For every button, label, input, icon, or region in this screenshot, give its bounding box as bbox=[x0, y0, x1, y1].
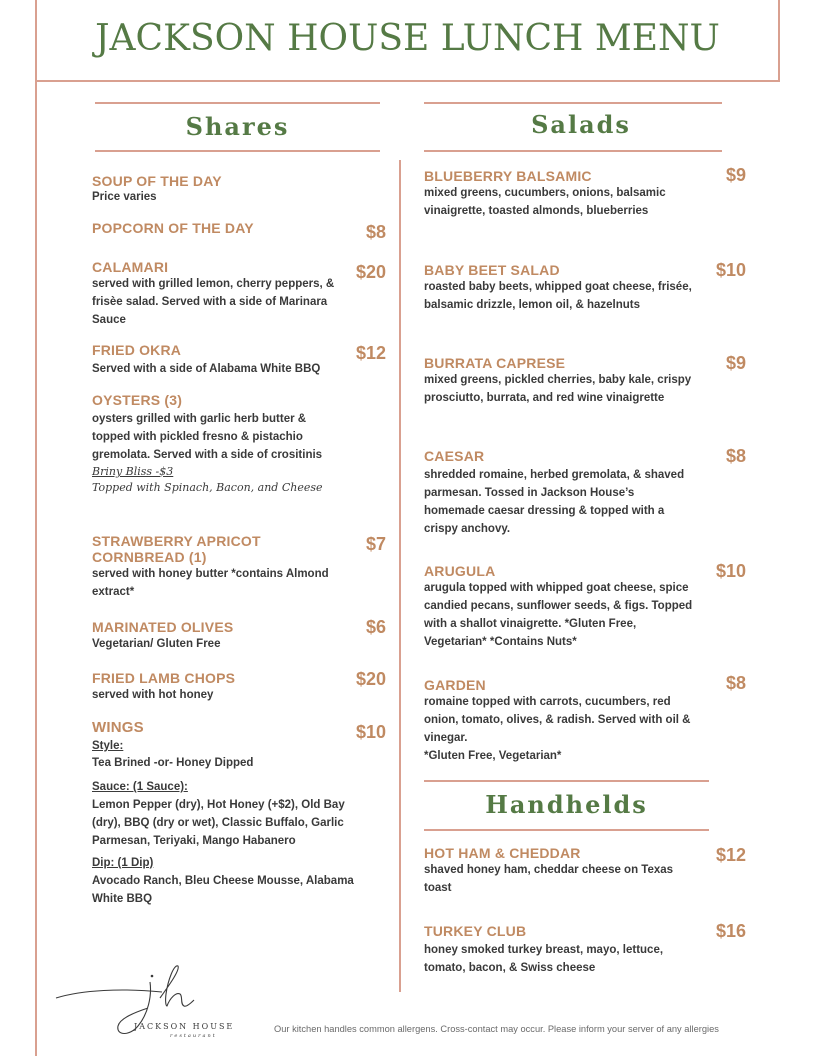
menu-item-beet bbox=[424, 262, 694, 314]
wings-style-label: Style: bbox=[92, 740, 124, 752]
price-lamb: $20 bbox=[355, 669, 386, 689]
item-desc: romaine topped with carrots, cucumbers, red onion, tomato, olives, & radish. Served with oil & vinegar. bbox=[424, 696, 691, 744]
item-name: BURRATA CAPRESE bbox=[424, 355, 566, 371]
price-beet: $10 bbox=[715, 260, 746, 280]
price-ham: $12 bbox=[715, 845, 746, 865]
frame-right-border bbox=[778, 0, 780, 82]
item-name: STRAWBERRY APRICOT CORNBREAD (1) bbox=[92, 533, 261, 565]
item-desc: honey smoked turkey breast, mayo, lettuce, tomato, bacon, & Swiss cheese bbox=[424, 944, 664, 974]
column-divider bbox=[399, 160, 401, 992]
title-divider bbox=[35, 80, 780, 82]
menu-item-wings bbox=[92, 720, 354, 908]
menu-item-oysters bbox=[92, 392, 342, 496]
item-name: TURKEY CLUB bbox=[424, 923, 527, 939]
wings-style-desc: Tea Brined -or- Honey Dipped bbox=[92, 757, 254, 769]
item-desc: roasted baby beets, whipped goat cheese, frisée, balsamic drizzle, lemon oil, & hazelnuts bbox=[424, 281, 692, 311]
item-desc: served with grilled lemon, cherry peppers, & frisèe salad. Served with a side of Marinara Sauce bbox=[92, 278, 335, 326]
wings-dip-desc: Avocado Ranch, Bleu Cheese Mousse, Alabama White BBQ bbox=[92, 875, 354, 905]
item-name: FRIED OKRA bbox=[92, 342, 182, 358]
menu-item-arugula bbox=[424, 563, 696, 651]
price-turkey: $16 bbox=[715, 921, 746, 941]
item-desc: oysters grilled with garlic herb butter & topped with pickled fresno & pistachio gremolata. Served with a side of crositinis bbox=[92, 413, 323, 461]
item-desc: Vegetarian/ Gluten Free bbox=[92, 638, 221, 650]
menu-item-okra bbox=[92, 342, 357, 378]
item-desc: arugula topped with whipped goat cheese, spice candied pecans, sunflower seeds, & figs. Topped with a shallot vinaigrette. *Gluten Free, Vegetarian* *Contains Nuts* bbox=[424, 582, 693, 648]
price-olives: $6 bbox=[365, 617, 386, 637]
item-name: WINGS bbox=[92, 719, 144, 736]
wings-sauce-label: Sauce: (1 Sauce): bbox=[92, 781, 188, 793]
item-desc: served with hot honey bbox=[92, 689, 214, 701]
salads-title: Salads bbox=[531, 110, 631, 139]
item-desc: shredded romaine, herbed gremolata, & shaved parmesan. Tossed in Jackson House’s homemade caesar dressing & topped with a crispy anchovy. bbox=[424, 469, 685, 535]
item-name: OYSTERS (3) bbox=[92, 392, 183, 408]
price-popcorn: $8 bbox=[365, 222, 386, 242]
price-calamari: $20 bbox=[355, 262, 386, 282]
handhelds-title: Handhelds bbox=[485, 790, 648, 819]
item-desc: mixed greens, cucumbers, onions, balsamic vinaigrette, toasted almonds, blueberries bbox=[424, 187, 666, 217]
item-name: SOUP OF THE DAY bbox=[92, 173, 222, 189]
salads-rule-top bbox=[424, 102, 722, 104]
shares-rule-top bbox=[95, 102, 380, 104]
item-desc: shaved honey ham, cheddar cheese on Texas toast bbox=[424, 864, 674, 894]
menu-item-caesar bbox=[424, 448, 686, 538]
item-desc: Price varies bbox=[92, 191, 157, 203]
menu-item-soup bbox=[92, 173, 352, 205]
shares-rule-bottom bbox=[95, 150, 380, 152]
price-cornbread: $7 bbox=[365, 534, 386, 554]
item-desc: Served with a side of Alabama White BBQ bbox=[92, 363, 321, 375]
wings-dip-label: Dip: (1 Dip) bbox=[92, 857, 154, 869]
menu-item-burrata bbox=[424, 355, 694, 407]
item-name: BLUEBERRY BALSAMIC bbox=[424, 168, 592, 184]
handhelds-rule-top bbox=[424, 780, 709, 782]
item-desc-note: *Gluten Free, Vegetarian* bbox=[424, 750, 562, 762]
price-burrata: $9 bbox=[725, 353, 746, 373]
item-name: GARDEN bbox=[424, 677, 486, 693]
wings-sauce-desc: Lemon Pepper (dry), Hot Honey (+$2), Old Bay (dry), BBQ (dry or wet), Classic Buffalo, Garlic Parmesan, Teriyaki, Mango Habanero bbox=[92, 799, 345, 847]
menu-item-ham bbox=[424, 845, 686, 897]
menu-title: JACKSON HOUSE LUNCH MENU bbox=[95, 18, 720, 59]
logo-subtitle: restaurant bbox=[170, 1033, 217, 1039]
logo-initials: jh bbox=[52, 962, 53, 963]
handhelds-rule-bottom bbox=[424, 829, 709, 831]
item-name: HOT HAM & CHEDDAR bbox=[424, 845, 581, 861]
frame-left-border bbox=[35, 0, 37, 1056]
oysters-addon: Briny Bliss -$3 bbox=[92, 465, 174, 478]
menu-item-blueberry bbox=[424, 168, 686, 220]
item-desc: mixed greens, pickled cherries, baby kale, crispy prosciutto, burrata, and red wine vinaigrette bbox=[424, 374, 692, 404]
shares-title: Shares bbox=[185, 112, 290, 141]
price-okra: $12 bbox=[355, 343, 386, 363]
item-name: CAESAR bbox=[424, 448, 485, 464]
item-name: BABY BEET SALAD bbox=[424, 262, 560, 278]
menu-item-lamb bbox=[92, 670, 342, 704]
price-garden: $8 bbox=[725, 673, 746, 693]
item-name: FRIED LAMB CHOPS bbox=[92, 670, 236, 686]
item-name: MARINATED OLIVES bbox=[92, 619, 234, 635]
item-desc: served with honey butter *contains Almond extract* bbox=[92, 568, 329, 598]
salads-rule-bottom bbox=[424, 150, 722, 152]
item-name: CALAMARI bbox=[92, 259, 169, 275]
item-name: POPCORN OF THE DAY bbox=[92, 220, 254, 236]
menu-item-popcorn bbox=[92, 220, 352, 236]
menu-item-olives bbox=[92, 619, 342, 653]
price-blueberry: $9 bbox=[725, 165, 746, 185]
menu-item-calamari bbox=[92, 259, 342, 329]
price-wings: $10 bbox=[355, 722, 386, 742]
menu-item-cornbread bbox=[92, 533, 332, 601]
allergen-note: Our kitchen handles common allergens. Cross-contact may occur. Please inform your server of any allergies bbox=[274, 1024, 719, 1034]
logo-name: JACKSON HOUSE bbox=[134, 1022, 235, 1031]
price-arugula: $10 bbox=[715, 561, 746, 581]
price-caesar: $8 bbox=[725, 446, 746, 466]
oysters-addon-desc: Topped with Spinach, Bacon, and Cheese bbox=[92, 481, 323, 494]
item-name: ARUGULA bbox=[424, 563, 496, 579]
menu-item-garden bbox=[424, 677, 694, 765]
menu-item-turkey bbox=[424, 923, 686, 977]
